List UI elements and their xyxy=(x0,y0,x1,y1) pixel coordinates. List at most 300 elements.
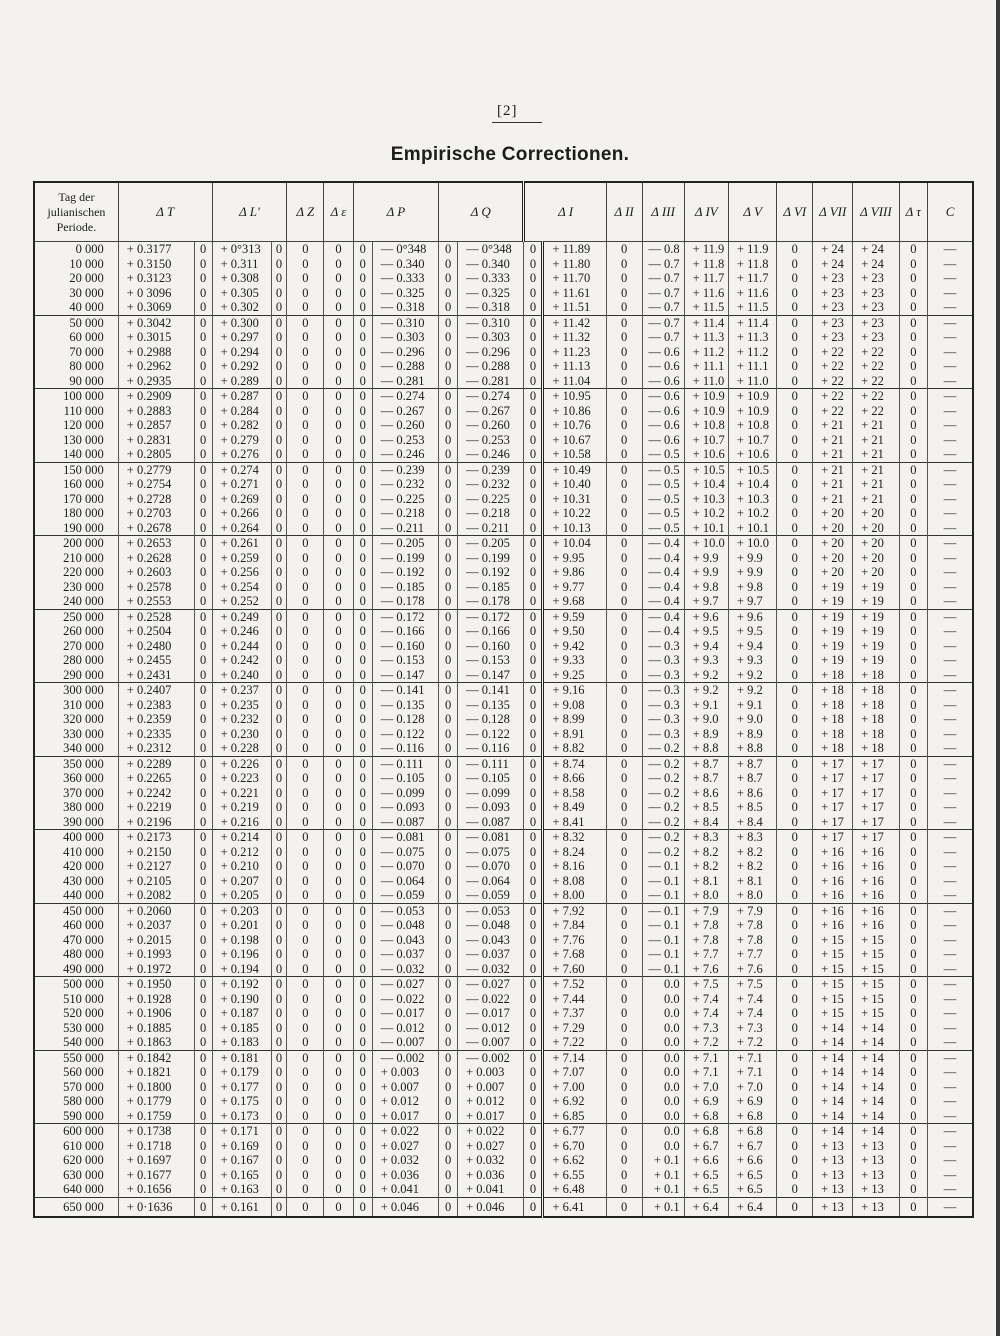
table-row xyxy=(34,447,973,462)
cell-delta-z: 0 xyxy=(287,771,324,786)
cell-delta-epsilon: 0 xyxy=(324,594,354,609)
cell-delta-viii: + 24 xyxy=(853,242,899,257)
cell-delta-epsilon-err: 0 xyxy=(353,771,372,786)
cell-delta-i-err: 0 xyxy=(606,462,642,477)
cell-delta-v: + 11.0 xyxy=(728,374,776,389)
cell-delta-q: — 0.053 xyxy=(458,903,524,918)
header-delta-q: Δ Q xyxy=(439,182,524,242)
cell-delta-t-err: 0 xyxy=(194,756,212,771)
cell-delta-p: — 0.135 xyxy=(372,698,438,713)
cell-delta-p-err: 0 xyxy=(439,521,458,536)
cell-delta-i: + 6.41 xyxy=(543,1197,606,1217)
cell-delta-q: — 0.288 xyxy=(458,359,524,374)
cell-delta-q-err: 0 xyxy=(524,580,543,595)
cell-delta-vi: 0 xyxy=(777,1197,813,1217)
cell-delta-tau: 0 xyxy=(899,1182,927,1197)
cell-delta-p-err: 0 xyxy=(439,845,458,860)
cell-delta-viii: + 23 xyxy=(853,330,899,345)
cell-delta-vi: 0 xyxy=(777,992,813,1007)
cell-delta-viii: + 15 xyxy=(853,992,899,1007)
table-row xyxy=(34,594,973,609)
cell-delta-i: + 11.32 xyxy=(543,330,606,345)
cell-delta-v: + 10.0 xyxy=(728,536,776,551)
cell-delta-vii: + 21 xyxy=(813,433,853,448)
cell-delta-iv: + 9.2 xyxy=(684,668,728,683)
cell-delta-p: — 0.093 xyxy=(372,800,438,815)
cell-c: — xyxy=(928,477,973,492)
cell-delta-viii: + 15 xyxy=(853,933,899,948)
cell-delta-epsilon-err: 0 xyxy=(353,815,372,830)
cell-delta-q: — 0.199 xyxy=(458,551,524,566)
cell-delta-l: + 0.297 xyxy=(212,330,271,345)
cell-delta-vi: 0 xyxy=(777,947,813,962)
cell-delta-ii: — 0.5 xyxy=(642,492,684,507)
cell-delta-ii: — 0.6 xyxy=(642,374,684,389)
cell-delta-vii: + 22 xyxy=(813,404,853,419)
cell-delta-tau: 0 xyxy=(899,374,927,389)
cell-delta-i: + 9.33 xyxy=(543,653,606,668)
cell-delta-t: + 0.2857 xyxy=(118,418,194,433)
cell-julian-day: 60 000 xyxy=(34,330,118,345)
cell-delta-i: + 7.44 xyxy=(543,992,606,1007)
cell-delta-epsilon: 0 xyxy=(324,933,354,948)
cell-delta-t-err: 0 xyxy=(194,345,212,360)
cell-delta-q-err: 0 xyxy=(524,1109,543,1124)
cell-delta-i: + 8.58 xyxy=(543,786,606,801)
cell-delta-q-err: 0 xyxy=(524,712,543,727)
cell-delta-p-err: 0 xyxy=(439,1168,458,1183)
cell-delta-t-err: 0 xyxy=(194,1065,212,1080)
cell-delta-i: + 8.24 xyxy=(543,845,606,860)
table-row xyxy=(34,683,973,698)
cell-delta-z: 0 xyxy=(287,1035,324,1050)
cell-delta-vi: 0 xyxy=(777,830,813,845)
cell-delta-viii: + 17 xyxy=(853,830,899,845)
cell-delta-p-err: 0 xyxy=(439,727,458,742)
cell-delta-t: + 0.2578 xyxy=(118,580,194,595)
cell-delta-q-err: 0 xyxy=(524,1124,543,1139)
cell-c: — xyxy=(928,727,973,742)
cell-delta-vii: + 19 xyxy=(813,609,853,624)
cell-delta-z: 0 xyxy=(287,506,324,521)
cell-delta-i: + 6.55 xyxy=(543,1168,606,1183)
cell-delta-epsilon: 0 xyxy=(324,551,354,566)
cell-delta-l: + 0.292 xyxy=(212,359,271,374)
cell-delta-vii: + 21 xyxy=(813,492,853,507)
cell-delta-ii: — 0.3 xyxy=(642,653,684,668)
cell-delta-vi: 0 xyxy=(777,492,813,507)
cell-julian-day: 440 000 xyxy=(34,888,118,903)
cell-julian-day: 200 000 xyxy=(34,536,118,551)
cell-delta-p: — 0.192 xyxy=(372,565,438,580)
cell-delta-i-err: 0 xyxy=(606,653,642,668)
cell-delta-v: + 10.1 xyxy=(728,521,776,536)
cell-delta-i: + 8.49 xyxy=(543,800,606,815)
cell-c: — xyxy=(928,359,973,374)
cell-delta-iv: + 7.3 xyxy=(684,1021,728,1036)
cell-delta-tau: 0 xyxy=(899,668,927,683)
cell-delta-tau: 0 xyxy=(899,624,927,639)
table-row xyxy=(34,536,973,551)
cell-delta-l-err: 0 xyxy=(271,1035,287,1050)
cell-delta-tau: 0 xyxy=(899,947,927,962)
cell-delta-p: — 0.081 xyxy=(372,830,438,845)
cell-julian-day: 450 000 xyxy=(34,903,118,918)
cell-delta-t-err: 0 xyxy=(194,506,212,521)
cell-delta-z: 0 xyxy=(287,565,324,580)
cell-delta-t: + 0.2883 xyxy=(118,404,194,419)
cell-delta-l: + 0.259 xyxy=(212,551,271,566)
cell-delta-l-err: 0 xyxy=(271,933,287,948)
cell-delta-i-err: 0 xyxy=(606,933,642,948)
cell-delta-iv: + 7.4 xyxy=(684,1006,728,1021)
cell-delta-q-err: 0 xyxy=(524,830,543,845)
cell-delta-i: + 6.70 xyxy=(543,1139,606,1154)
cell-delta-i-err: 0 xyxy=(606,639,642,654)
cell-delta-iv: + 8.7 xyxy=(684,771,728,786)
cell-c: — xyxy=(928,551,973,566)
cell-delta-q: — 0.178 xyxy=(458,594,524,609)
cell-delta-p: + 0.027 xyxy=(372,1139,438,1154)
header-delta-t: Δ T xyxy=(118,182,212,242)
cell-delta-t: + 0.2779 xyxy=(118,462,194,477)
cell-delta-vii: + 24 xyxy=(813,242,853,257)
cell-delta-ii: — 0.3 xyxy=(642,668,684,683)
cell-delta-q: — 0.253 xyxy=(458,433,524,448)
cell-julian-day: 280 000 xyxy=(34,653,118,668)
cell-delta-t: + 0.3069 xyxy=(118,300,194,315)
cell-delta-l: + 0.311 xyxy=(212,257,271,272)
cell-delta-i: + 9.42 xyxy=(543,639,606,654)
cell-delta-t-err: 0 xyxy=(194,888,212,903)
cell-delta-l: + 0.232 xyxy=(212,712,271,727)
cell-delta-iv: + 8.0 xyxy=(684,888,728,903)
cell-delta-l-err: 0 xyxy=(271,756,287,771)
cell-delta-i: + 10.67 xyxy=(543,433,606,448)
cell-delta-l-err: 0 xyxy=(271,815,287,830)
cell-delta-tau: 0 xyxy=(899,1021,927,1036)
cell-delta-l-err: 0 xyxy=(271,477,287,492)
cell-delta-t-err: 0 xyxy=(194,1006,212,1021)
cell-delta-viii: + 18 xyxy=(853,712,899,727)
cell-delta-tau: 0 xyxy=(899,477,927,492)
cell-delta-q: — 0.166 xyxy=(458,624,524,639)
cell-delta-tau: 0 xyxy=(899,359,927,374)
cell-delta-tau: 0 xyxy=(899,1153,927,1168)
cell-delta-epsilon-err: 0 xyxy=(353,683,372,698)
cell-delta-l-err: 0 xyxy=(271,653,287,668)
cell-julian-day: 310 000 xyxy=(34,698,118,713)
cell-delta-epsilon-err: 0 xyxy=(353,712,372,727)
cell-delta-iv: + 8.6 xyxy=(684,786,728,801)
cell-delta-epsilon: 0 xyxy=(324,1109,354,1124)
cell-delta-t-err: 0 xyxy=(194,1080,212,1095)
cell-delta-z: 0 xyxy=(287,389,324,404)
table-row xyxy=(34,271,973,286)
cell-delta-epsilon-err: 0 xyxy=(353,845,372,860)
cell-delta-tau: 0 xyxy=(899,1124,927,1139)
cell-delta-z: 0 xyxy=(287,698,324,713)
cell-delta-epsilon-err: 0 xyxy=(353,359,372,374)
table-row xyxy=(34,845,973,860)
cell-delta-q-err: 0 xyxy=(524,418,543,433)
cell-delta-q: — 0.048 xyxy=(458,918,524,933)
cell-delta-i-err: 0 xyxy=(606,345,642,360)
cell-delta-v: + 10.7 xyxy=(728,433,776,448)
cell-delta-vii: + 20 xyxy=(813,521,853,536)
cell-delta-p: — 0.318 xyxy=(372,300,438,315)
cell-delta-p: — 0.017 xyxy=(372,1006,438,1021)
cell-delta-p: — 0.310 xyxy=(372,315,438,330)
cell-delta-l-err: 0 xyxy=(271,947,287,962)
table-row xyxy=(34,741,973,756)
cell-delta-t: + 0.2935 xyxy=(118,374,194,389)
cell-delta-q: + 0.007 xyxy=(458,1080,524,1095)
cell-julian-day: 420 000 xyxy=(34,859,118,874)
cell-delta-v: + 9.1 xyxy=(728,698,776,713)
cell-delta-t-err: 0 xyxy=(194,624,212,639)
cell-delta-l: + 0.196 xyxy=(212,947,271,962)
cell-delta-t: + 0.2219 xyxy=(118,800,194,815)
cell-delta-l-err: 0 xyxy=(271,800,287,815)
cell-delta-t: + 0.2480 xyxy=(118,639,194,654)
cell-delta-vi: 0 xyxy=(777,345,813,360)
cell-delta-t: + 0.1656 xyxy=(118,1182,194,1197)
cell-delta-t: + 0.2312 xyxy=(118,741,194,756)
cell-delta-p-err: 0 xyxy=(439,653,458,668)
cell-delta-q-err: 0 xyxy=(524,345,543,360)
cell-delta-l-err: 0 xyxy=(271,741,287,756)
cell-delta-tau: 0 xyxy=(899,741,927,756)
cell-delta-q: — 0.192 xyxy=(458,565,524,580)
cell-delta-q: — 0.007 xyxy=(458,1035,524,1050)
cell-delta-vii: + 16 xyxy=(813,845,853,860)
cell-delta-p-err: 0 xyxy=(439,242,458,257)
table-row xyxy=(34,1168,973,1183)
cell-delta-q-err: 0 xyxy=(524,521,543,536)
cell-delta-ii: — 0.2 xyxy=(642,741,684,756)
cell-delta-p: — 0.064 xyxy=(372,874,438,889)
cell-delta-i: + 9.25 xyxy=(543,668,606,683)
cell-delta-tau: 0 xyxy=(899,712,927,727)
cell-delta-vi: 0 xyxy=(777,286,813,301)
cell-delta-z: 0 xyxy=(287,315,324,330)
cell-delta-vii: + 22 xyxy=(813,359,853,374)
cell-delta-q: — 0.002 xyxy=(458,1050,524,1065)
cell-delta-p: — 0.205 xyxy=(372,536,438,551)
cell-delta-iv: + 11.7 xyxy=(684,271,728,286)
cell-delta-viii: + 17 xyxy=(853,815,899,830)
cell-delta-vii: + 18 xyxy=(813,668,853,683)
cell-delta-vi: 0 xyxy=(777,1006,813,1021)
cell-delta-p-err: 0 xyxy=(439,389,458,404)
cell-delta-l-err: 0 xyxy=(271,1050,287,1065)
cell-delta-p: — 0.267 xyxy=(372,404,438,419)
cell-delta-p-err: 0 xyxy=(439,668,458,683)
cell-delta-iv: + 11.9 xyxy=(684,242,728,257)
table-row xyxy=(34,903,973,918)
cell-julian-day: 470 000 xyxy=(34,933,118,948)
cell-delta-ii: — 0.5 xyxy=(642,521,684,536)
cell-delta-tau: 0 xyxy=(899,1197,927,1217)
cell-delta-t: + 0.1842 xyxy=(118,1050,194,1065)
cell-delta-l: + 0.249 xyxy=(212,609,271,624)
cell-delta-iv: + 11.1 xyxy=(684,359,728,374)
cell-c: — xyxy=(928,418,973,433)
cell-delta-epsilon: 0 xyxy=(324,447,354,462)
cell-delta-vi: 0 xyxy=(777,1182,813,1197)
cell-delta-ii: 0.0 xyxy=(642,1006,684,1021)
cell-delta-epsilon-err: 0 xyxy=(353,330,372,345)
cell-delta-vi: 0 xyxy=(777,859,813,874)
cell-delta-tau: 0 xyxy=(899,845,927,860)
cell-delta-l: + 0.237 xyxy=(212,683,271,698)
cell-delta-z: 0 xyxy=(287,1197,324,1217)
cell-c: — xyxy=(928,830,973,845)
cell-delta-t-err: 0 xyxy=(194,830,212,845)
cell-delta-iv: + 8.2 xyxy=(684,859,728,874)
cell-delta-l: + 0.198 xyxy=(212,933,271,948)
cell-delta-vi: 0 xyxy=(777,1035,813,1050)
cell-delta-z: 0 xyxy=(287,786,324,801)
cell-delta-i-err: 0 xyxy=(606,771,642,786)
cell-delta-ii: 0.0 xyxy=(642,1021,684,1036)
cell-delta-p-err: 0 xyxy=(439,492,458,507)
cell-delta-iv: + 6.5 xyxy=(684,1168,728,1183)
cell-delta-t: + 0.2359 xyxy=(118,712,194,727)
cell-delta-iv: + 8.3 xyxy=(684,830,728,845)
cell-delta-t-err: 0 xyxy=(194,947,212,962)
cell-delta-i-err: 0 xyxy=(606,977,642,992)
cell-delta-tau: 0 xyxy=(899,888,927,903)
cell-delta-vi: 0 xyxy=(777,521,813,536)
cell-delta-l: + 0.167 xyxy=(212,1153,271,1168)
cell-delta-z: 0 xyxy=(287,845,324,860)
cell-delta-ii: — 0.4 xyxy=(642,536,684,551)
cell-delta-tau: 0 xyxy=(899,962,927,977)
cell-delta-tau: 0 xyxy=(899,580,927,595)
cell-delta-vi: 0 xyxy=(777,741,813,756)
cell-delta-t: + 0.2431 xyxy=(118,668,194,683)
cell-delta-viii: + 19 xyxy=(853,639,899,654)
cell-julian-day: 530 000 xyxy=(34,1021,118,1036)
cell-delta-p-err: 0 xyxy=(439,286,458,301)
cell-delta-i-err: 0 xyxy=(606,727,642,742)
cell-delta-ii: — 0.3 xyxy=(642,639,684,654)
cell-delta-l-err: 0 xyxy=(271,1139,287,1154)
cell-delta-z: 0 xyxy=(287,1153,324,1168)
cell-delta-vii: + 16 xyxy=(813,874,853,889)
cell-delta-epsilon-err: 0 xyxy=(353,859,372,874)
cell-delta-v: + 7.9 xyxy=(728,903,776,918)
cell-delta-l-err: 0 xyxy=(271,271,287,286)
cell-delta-epsilon-err: 0 xyxy=(353,1006,372,1021)
cell-delta-q: — 0.070 xyxy=(458,859,524,874)
cell-delta-z: 0 xyxy=(287,977,324,992)
cell-delta-p: — 0.246 xyxy=(372,447,438,462)
cell-delta-q: — 0.225 xyxy=(458,492,524,507)
cell-delta-viii: + 16 xyxy=(853,874,899,889)
cell-delta-l-err: 0 xyxy=(271,1182,287,1197)
cell-delta-i-err: 0 xyxy=(606,359,642,374)
cell-delta-iv: + 9.3 xyxy=(684,653,728,668)
cell-delta-p-err: 0 xyxy=(439,992,458,1007)
cell-delta-q-err: 0 xyxy=(524,551,543,566)
cell-delta-epsilon: 0 xyxy=(324,977,354,992)
cell-delta-i-err: 0 xyxy=(606,271,642,286)
cell-delta-ii: — 0.5 xyxy=(642,447,684,462)
table-row xyxy=(34,1197,973,1217)
cell-delta-ii: — 0.4 xyxy=(642,551,684,566)
cell-delta-t-err: 0 xyxy=(194,565,212,580)
cell-delta-i: + 8.66 xyxy=(543,771,606,786)
cell-delta-l-err: 0 xyxy=(271,977,287,992)
cell-delta-z: 0 xyxy=(287,815,324,830)
cell-delta-epsilon-err: 0 xyxy=(353,1153,372,1168)
cell-c: — xyxy=(928,1021,973,1036)
cell-delta-vii: + 15 xyxy=(813,933,853,948)
cell-delta-vi: 0 xyxy=(777,874,813,889)
cell-delta-vii: + 20 xyxy=(813,565,853,580)
cell-delta-p: — 0.296 xyxy=(372,345,438,360)
cell-delta-viii: + 15 xyxy=(853,977,899,992)
cell-delta-i: + 10.04 xyxy=(543,536,606,551)
cell-delta-epsilon-err: 0 xyxy=(353,447,372,462)
cell-delta-epsilon-err: 0 xyxy=(353,653,372,668)
cell-delta-p: — 0.122 xyxy=(372,727,438,742)
cell-delta-vi: 0 xyxy=(777,330,813,345)
cell-delta-ii: + 0.1 xyxy=(642,1153,684,1168)
cell-delta-ii: 0.0 xyxy=(642,992,684,1007)
cell-delta-iv: + 9.0 xyxy=(684,712,728,727)
cell-delta-t: + 0.2105 xyxy=(118,874,194,889)
cell-delta-viii: + 21 xyxy=(853,447,899,462)
cell-delta-tau: 0 xyxy=(899,330,927,345)
cell-delta-vi: 0 xyxy=(777,800,813,815)
cell-delta-tau: 0 xyxy=(899,315,927,330)
cell-delta-z: 0 xyxy=(287,1094,324,1109)
cell-c: — xyxy=(928,1124,973,1139)
cell-delta-ii: — 0.2 xyxy=(642,756,684,771)
cell-delta-vii: + 23 xyxy=(813,286,853,301)
cell-julian-day: 350 000 xyxy=(34,756,118,771)
cell-delta-v: + 8.8 xyxy=(728,741,776,756)
cell-delta-i: + 7.14 xyxy=(543,1050,606,1065)
cell-delta-p-err: 0 xyxy=(439,741,458,756)
cell-delta-i-err: 0 xyxy=(606,1094,642,1109)
cell-delta-epsilon: 0 xyxy=(324,888,354,903)
cell-delta-viii: + 21 xyxy=(853,492,899,507)
cell-delta-viii: + 23 xyxy=(853,286,899,301)
cell-delta-viii: + 14 xyxy=(853,1080,899,1095)
cell-c: — xyxy=(928,1035,973,1050)
cell-delta-ii: — 0.6 xyxy=(642,359,684,374)
cell-delta-z: 0 xyxy=(287,1124,324,1139)
cell-delta-epsilon-err: 0 xyxy=(353,374,372,389)
cell-delta-vii: + 22 xyxy=(813,374,853,389)
table-row xyxy=(34,1035,973,1050)
cell-delta-q-err: 0 xyxy=(524,1065,543,1080)
cell-delta-iv: + 10.4 xyxy=(684,477,728,492)
cell-delta-t-err: 0 xyxy=(194,903,212,918)
cell-delta-v: + 8.5 xyxy=(728,800,776,815)
cell-delta-tau: 0 xyxy=(899,257,927,272)
cell-delta-z: 0 xyxy=(287,257,324,272)
cell-delta-p-err: 0 xyxy=(439,888,458,903)
cell-delta-t-err: 0 xyxy=(194,639,212,654)
cell-delta-viii: + 13 xyxy=(853,1139,899,1154)
cell-delta-i-err: 0 xyxy=(606,609,642,624)
